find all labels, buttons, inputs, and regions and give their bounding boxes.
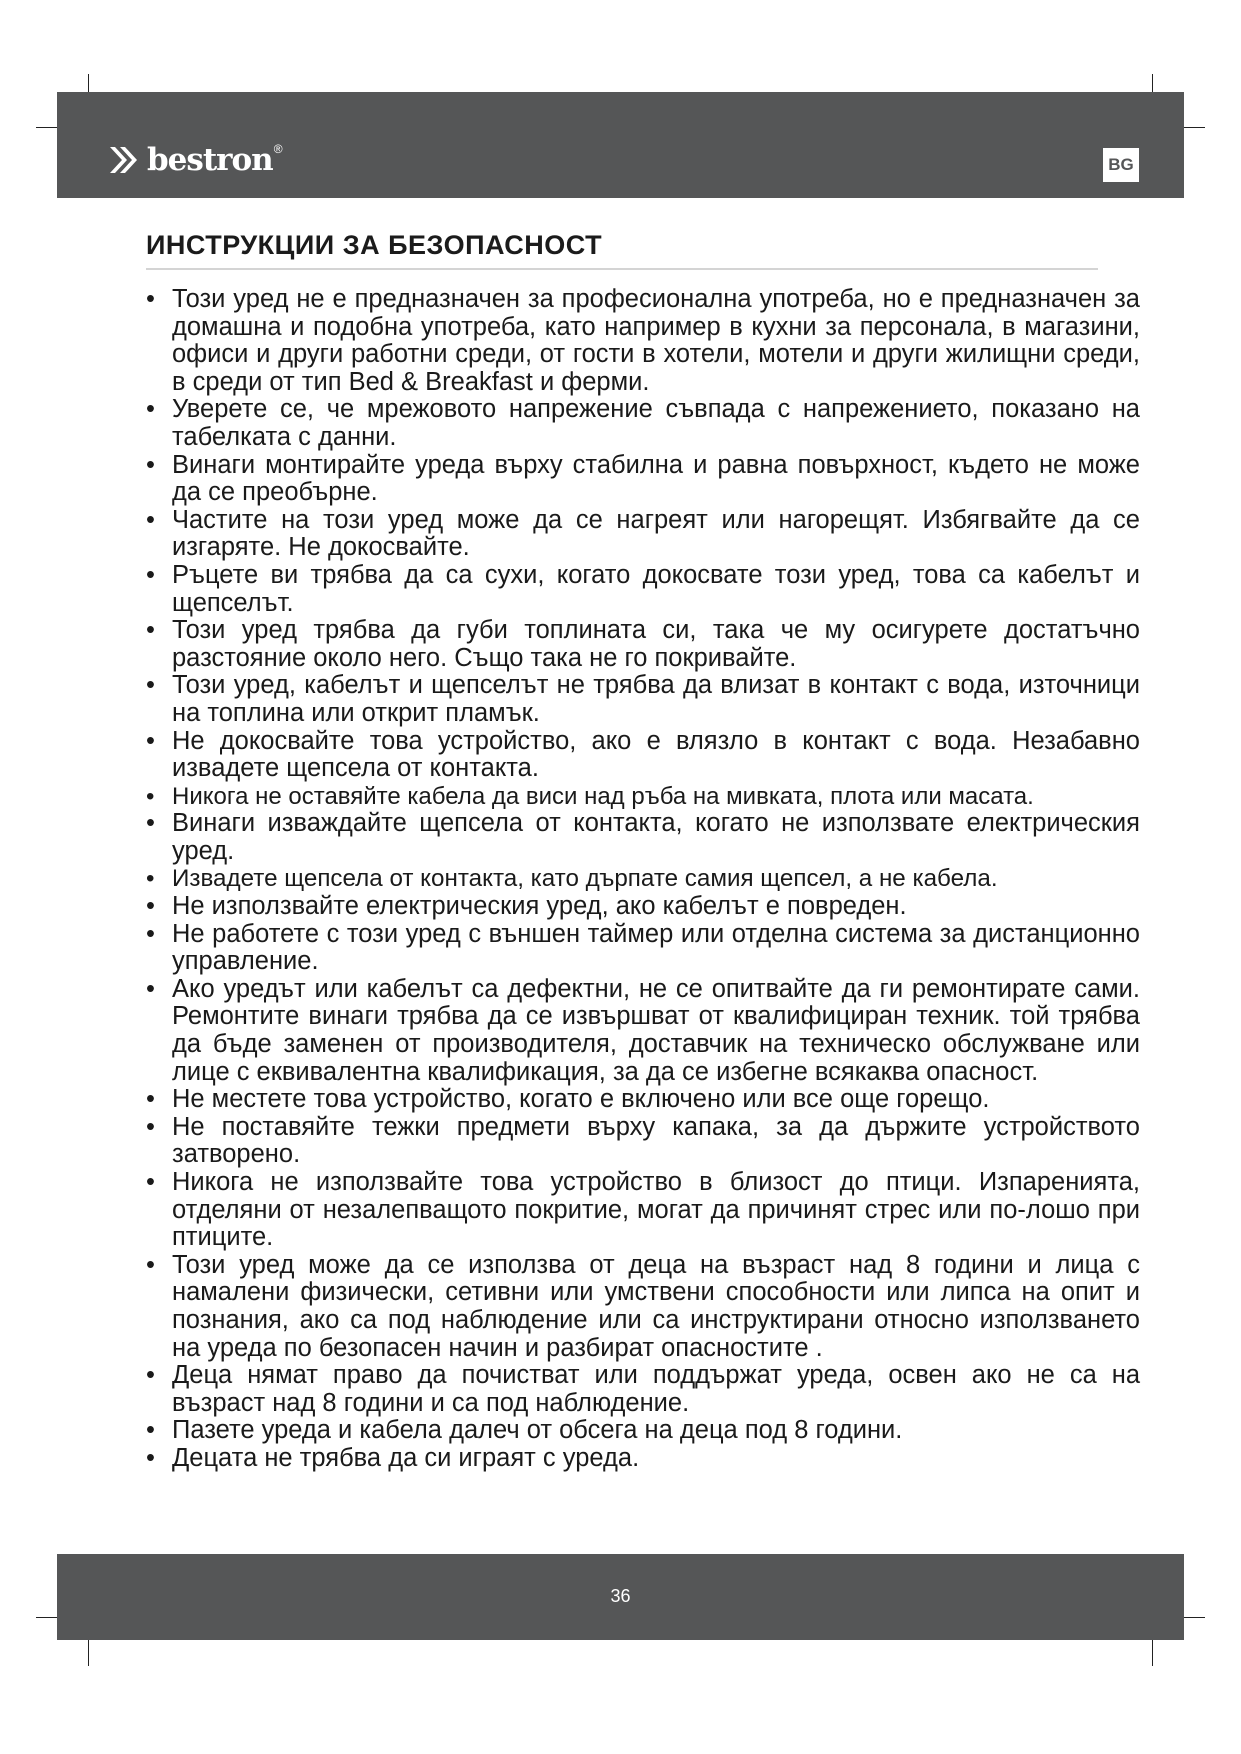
list-item: • Деца нямат право да почистват или поддържат уреда, освен ако не са на възраст над 8 години и са под наблюдение. xyxy=(146,1362,1140,1417)
list-item: • Този уред не е предназначен за професионална употреба, но е предназначен за домашна и подобна употреба, като например в кухни за персонала, в магазини, офиси и други работни среди, от гости в хотели, мотели и други жилищни среди, в среди от тип Bed & Breakfast и ферми. xyxy=(146,286,1140,396)
brand-name: bestron xyxy=(147,142,273,178)
list-item: • Извадете щепсела от контакта, като дърпате самия щепсел, а не кабела. xyxy=(146,865,1140,893)
list-item: • Никога не използвайте това устройство в близост до птици. Изпаренията, отделяни от незалепващото покритие, могат да причинят стрес или по-лошо при птиците. xyxy=(146,1169,1140,1252)
brand-logo xyxy=(107,140,283,180)
list-item: • Частите на този уред може да се нагреят или нагорещят. Избягвайте да се изгаряте. Не докосвайте. xyxy=(146,507,1140,562)
list-item: • Децата не трябва да си играят с уреда. xyxy=(146,1445,1140,1473)
list-item: • Не местете това устройство, когато е включено или все още горещо. xyxy=(146,1086,1140,1114)
list-item: • Ръцете ви трябва да са сухи, когато докосвате този уред, това са кабелът и щепселът. xyxy=(146,562,1140,617)
list-item: • Ако уредът или кабелът са дефектни, не се опитвайте да ги ремонтирате сами. Ремонтите винаги трябва да се извършват от квалифициран техник. той трябва да бъде заменен от производителя, доставчик на техническо обслужване или лице с еквивалентна квалификация, за да се избегне всякаква опасност. xyxy=(146,976,1140,1086)
list-item: • Не работете с този уред с външен таймер или отделна система за дистанционно управление. xyxy=(146,921,1140,976)
instruction-list xyxy=(146,286,1140,1473)
section-title: ИНСТРУКЦИИ ЗА БЕЗОПАСНОСТ xyxy=(146,230,603,260)
list-item: • Пазете уреда и кабела далеч от обсега на деца под 8 години. xyxy=(146,1417,1140,1445)
list-item: • Не докосвайте това устройство, ако е влязло в контакт с вода. Незабавно извадете щепсела от контакта. xyxy=(146,728,1140,783)
list-item: • Уверете се, че мрежовото напрежение съвпада с напрежението, показано на табелката с данни. xyxy=(146,396,1140,451)
registered-mark: ® xyxy=(273,142,283,156)
list-item: • Този уред трябва да губи топлината си, така че му осигурете достатъчно разстояние около него. Също така не го покривайте. xyxy=(146,617,1140,672)
language-badge: BG xyxy=(1103,148,1139,182)
list-item: • Този уред, кабелът и щепселът не трябва да влизат в контакт с вода, източници на топлина или открит пламък. xyxy=(146,672,1140,727)
list-item: • Никога не оставяйте кабела да виси над ръба на мивката, плота или масата. xyxy=(146,783,1140,811)
chevrons-icon xyxy=(107,143,141,177)
title-divider xyxy=(146,268,1098,270)
list-item: • Не използвайте електрическия уред, ако кабелът е повреден. xyxy=(146,893,1140,921)
safety-instructions xyxy=(146,286,1140,1473)
list-item: • Този уред може да се използва от деца на възраст над 8 години и лица с намалени физически, сетивни или умствени способности или липса на опит и познания, ако са под наблюдение или са инструктирани относно използването на уреда по безопасен начин и разбират опасностите . xyxy=(146,1252,1140,1362)
footer-bar xyxy=(57,1554,1184,1640)
list-item: • Винаги изваждайте щепсела от контакта, когато не използвате електрическия уред. xyxy=(146,810,1140,865)
page-number: 36 xyxy=(610,1586,631,1606)
header-bar xyxy=(57,92,1184,198)
list-item: • Винаги монтирайте уреда върху стабилна и равна повърхност, където не може да се преобърне. xyxy=(146,452,1140,507)
list-item: • Не поставяйте тежки предмети върху капака, за да държите устройството затворено. xyxy=(146,1114,1140,1169)
